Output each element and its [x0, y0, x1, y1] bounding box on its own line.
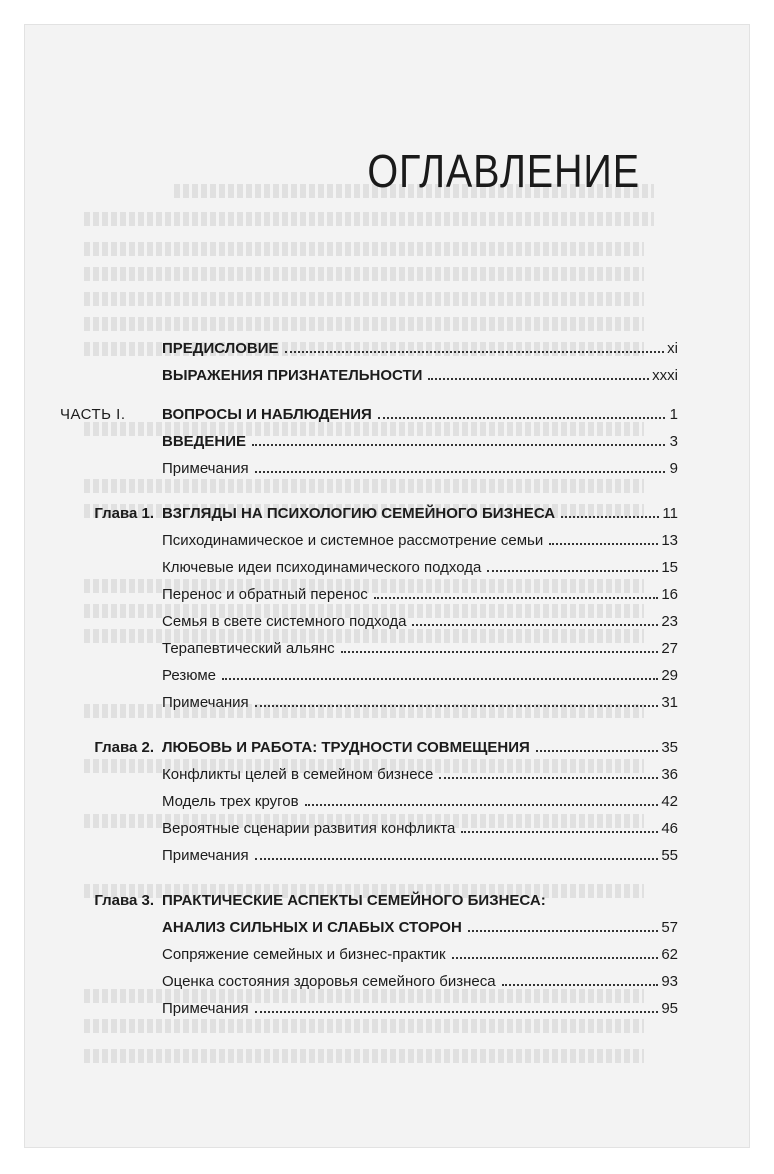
toc-row[interactable]: [58, 820, 678, 847]
toc-row[interactable]: [58, 892, 678, 919]
toc-title: Примечания: [162, 694, 249, 711]
toc-leader: [255, 858, 659, 860]
toc-leader: [378, 417, 665, 419]
toc-page: xxxi: [652, 367, 678, 384]
toc-row[interactable]: [58, 532, 678, 559]
toc-title: Психодинамическое и системное рассмотрение семьи: [162, 532, 544, 549]
toc-leader: [561, 516, 659, 518]
toc-page: xi: [667, 340, 678, 357]
toc-title: Конфликты целей в семейном бизнесе: [162, 766, 434, 783]
toc-title: Семья в свете системного подхода: [162, 613, 407, 630]
toc-row[interactable]: [58, 973, 678, 1000]
toc-title: ВВЕДЕНИЕ: [162, 433, 246, 450]
toc-row[interactable]: [58, 847, 678, 874]
toc-leader: [502, 984, 659, 986]
toc-page: 3: [669, 433, 678, 450]
toc-row[interactable]: [58, 640, 678, 667]
toc-row[interactable]: [58, 766, 678, 793]
toc-leader: [428, 378, 649, 380]
toc-title: ВЗГЛЯДЫ НА ПСИХОЛОГИЮ СЕМЕЙНОГО БИЗНЕСА: [162, 505, 556, 522]
toc-row[interactable]: [58, 739, 678, 766]
toc-leader: [341, 651, 659, 653]
toc-leader: [305, 804, 659, 806]
toc-leader: [255, 1011, 659, 1013]
toc-leader: [452, 957, 659, 959]
toc-page: 62: [661, 946, 678, 963]
toc-page: 46: [661, 820, 678, 837]
page-title: ОГЛАВЛЕНИЕ: [367, 145, 640, 197]
toc-title: Вероятные сценарии развития конфликта: [162, 820, 456, 837]
toc-title: Модель трех кругов: [162, 793, 299, 810]
toc-title: ЛЮБОВЬ И РАБОТА: ТРУДНОСТИ СОВМЕЩЕНИЯ: [162, 739, 530, 756]
toc-leader: [487, 570, 658, 572]
toc-title: Оценка состояния здоровья семейного бизнеса: [162, 973, 496, 990]
toc-leader: [549, 543, 658, 545]
toc-leader: [468, 930, 659, 932]
book-page: [24, 24, 750, 1148]
toc-row[interactable]: [58, 694, 678, 721]
toc-page: 13: [661, 532, 678, 549]
toc-page: 16: [661, 586, 678, 603]
toc-label: Глава 1.: [94, 505, 154, 522]
toc-row[interactable]: [58, 1000, 678, 1027]
toc-leader: [255, 471, 665, 473]
toc-row[interactable]: [58, 919, 678, 946]
toc-row[interactable]: [58, 367, 678, 394]
toc-title: Резюме: [162, 667, 216, 684]
toc-leader: [461, 831, 658, 833]
toc-label: ЧАСТЬ I.: [60, 406, 126, 423]
toc-row[interactable]: [58, 946, 678, 973]
toc-title: Примечания: [162, 460, 249, 477]
toc-title: Сопряжение семейных и бизнес-практик: [162, 946, 446, 963]
toc-title: ПРАКТИЧЕСКИЕ АСПЕКТЫ СЕМЕЙНОГО БИЗНЕСА:: [162, 892, 546, 909]
toc-leader: [536, 750, 659, 752]
toc-page: 55: [661, 847, 678, 864]
toc-page: 1: [669, 406, 678, 423]
toc-leader: [252, 444, 665, 446]
toc-label: Глава 2.: [94, 739, 154, 756]
toc-row[interactable]: [58, 613, 678, 640]
toc-leader: [439, 777, 658, 779]
toc-page: 57: [661, 919, 678, 936]
toc-title: ВЫРАЖЕНИЯ ПРИЗНАТЕЛЬНОСТИ: [162, 367, 423, 384]
toc-page: 36: [661, 766, 678, 783]
toc-row[interactable]: [58, 340, 678, 367]
toc-leader: [374, 597, 659, 599]
toc-leader: [285, 351, 665, 353]
toc-title: Примечания: [162, 1000, 249, 1017]
toc-page: 9: [669, 460, 678, 477]
toc-row[interactable]: [58, 505, 678, 532]
toc-page: 35: [661, 739, 678, 756]
toc-page: 15: [661, 559, 678, 576]
toc-title: Терапевтический альянс: [162, 640, 335, 657]
toc-title: АНАЛИЗ СИЛЬНЫХ И СЛАБЫХ СТОРОН: [162, 919, 462, 936]
toc-row[interactable]: [58, 460, 678, 487]
toc-page: 11: [662, 505, 678, 522]
toc-title: Примечания: [162, 847, 249, 864]
toc-label: Глава 3.: [94, 892, 154, 909]
table-of-contents: [58, 340, 678, 1027]
toc-leader: [222, 678, 658, 680]
toc-row[interactable]: [58, 433, 678, 460]
toc-title: Перенос и обратный перенос: [162, 586, 368, 603]
toc-page: 27: [661, 640, 678, 657]
toc-page: 42: [661, 793, 678, 810]
toc-leader: [255, 705, 659, 707]
toc-title: ВОПРОСЫ И НАБЛЮДЕНИЯ: [162, 406, 372, 423]
toc-page: 31: [661, 694, 678, 711]
toc-title: ПРЕДИСЛОВИЕ: [162, 340, 279, 357]
toc-row[interactable]: [58, 793, 678, 820]
toc-title: Ключевые идеи психодинамического подхода: [162, 559, 482, 576]
toc-page: 95: [661, 1000, 678, 1017]
toc-row[interactable]: [58, 586, 678, 613]
toc-page: 29: [661, 667, 678, 684]
toc-row[interactable]: [58, 667, 678, 694]
toc-page: 23: [661, 613, 678, 630]
toc-row[interactable]: [58, 406, 678, 433]
toc-leader: [412, 624, 658, 626]
toc-row[interactable]: [58, 559, 678, 586]
toc-page: 93: [661, 973, 678, 990]
